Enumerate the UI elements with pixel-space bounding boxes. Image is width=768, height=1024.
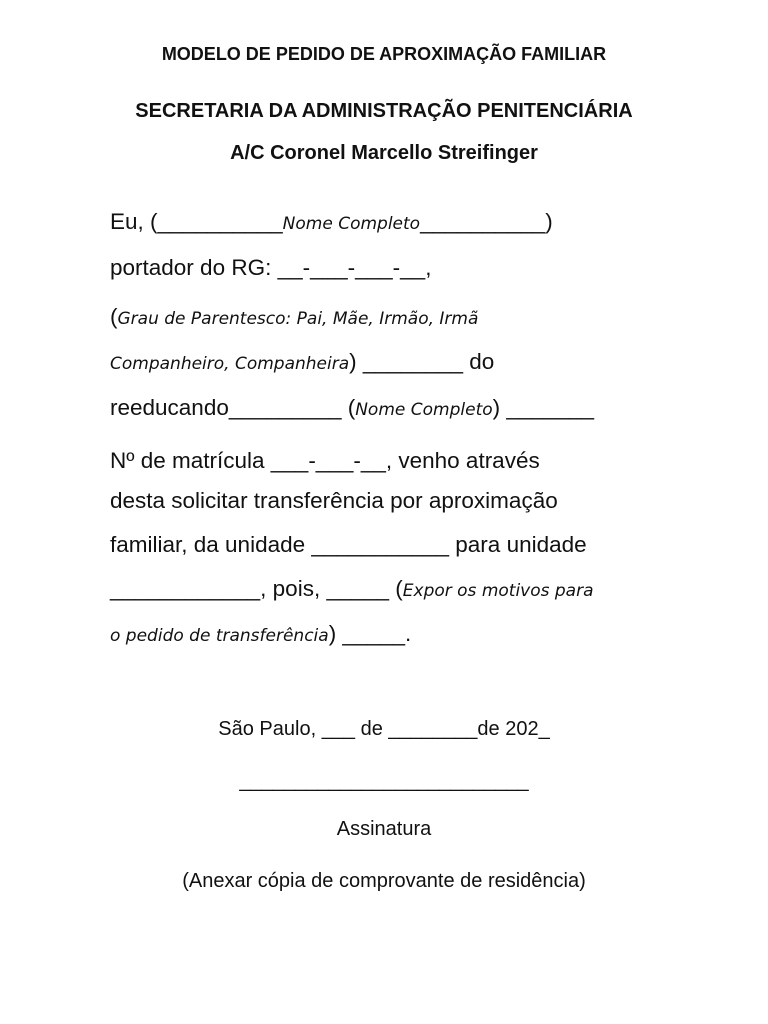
reason-prefix: ____________, pois, _____ ( [110, 576, 403, 601]
body-line-6: Nº de matrícula ___-___-__, venho através [110, 448, 540, 473]
kinship-hint: Grau de Parentesco: Pai, Mãe, Irmão, Irmã [117, 309, 479, 329]
inmate-hint: Nome Completo [355, 400, 493, 420]
body-line-8: familiar, da unidade ___________ para unidade [110, 532, 587, 557]
body-line-1 [110, 208, 553, 238]
signature-line: __________________________ [239, 770, 529, 792]
name-hint: Nome Completo [282, 214, 421, 234]
body-line-7: desta solicitar transferência por aproximação [110, 488, 558, 513]
name-suffix: __________) [420, 209, 553, 234]
body-line-4 [110, 348, 494, 378]
body-line-2: portador do RG: __-___-___-__, [110, 255, 432, 280]
kinship-hint-cont: Companheiro, Companheira [110, 354, 350, 374]
secretaria-heading: SECRETARIA DA ADMINISTRAÇÃO PENITENCIÁRIA [135, 100, 633, 122]
kinship-open: ( [110, 304, 118, 329]
name-prefix: Eu, (__________ [110, 209, 283, 234]
attention-heading: A/C Coronel Marcello Streifinger [230, 142, 538, 164]
body-line-9 [110, 575, 594, 605]
reason-hint-cont: o pedido de transferência [110, 626, 329, 646]
kinship-suffix: ) ________ do [349, 349, 495, 374]
inmate-suffix: ) _______ [492, 395, 594, 420]
body-line-5 [110, 394, 594, 424]
attachment-note: (Anexar cópia de comprovante de residência) [182, 870, 586, 892]
reason-hint: Expor os motivos para [402, 581, 594, 601]
inmate-prefix: reeducando_________ ( [110, 395, 356, 420]
reason-suffix: ) _____. [328, 621, 412, 646]
body-line-10 [110, 620, 411, 650]
signature-label: Assinatura [336, 818, 432, 840]
date-line: São Paulo, ___ de ________de 202_ [218, 718, 550, 740]
body-line-3 [110, 303, 478, 333]
document-title: MODELO DE PEDIDO DE APROXIMAÇÃO FAMILIAR [161, 44, 607, 64]
